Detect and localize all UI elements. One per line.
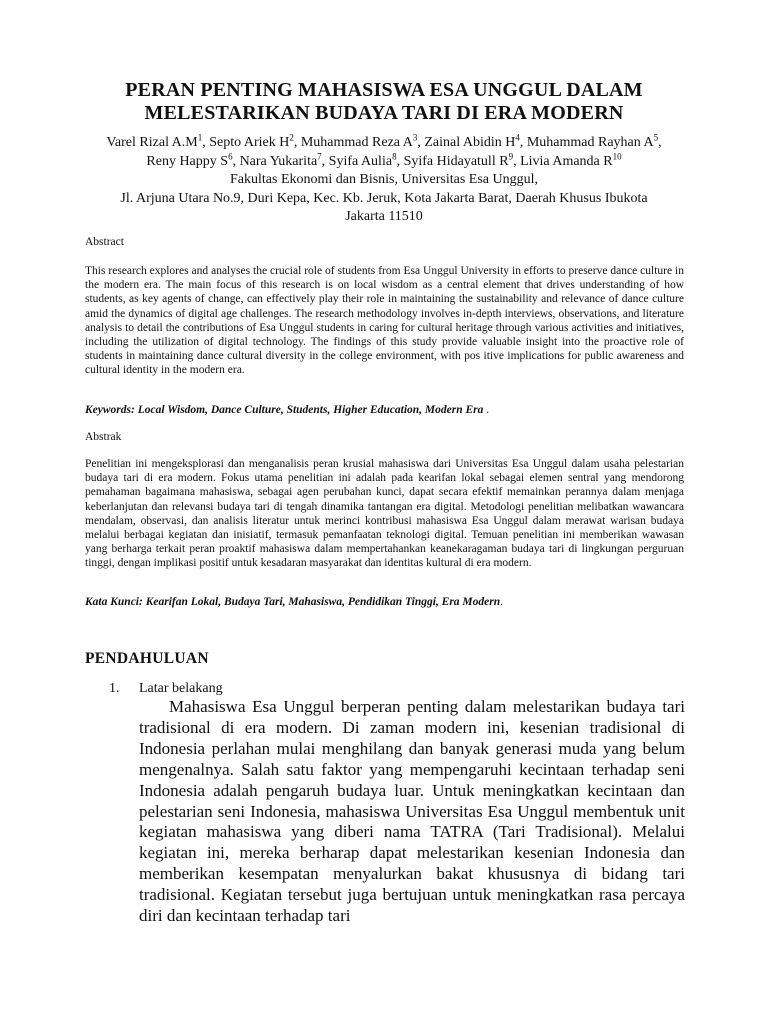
- body-paragraph: Mahasiswa Esa Unggul berperan penting dalam melestarikan budaya tari tradisional di era modern. Di zaman modern ini, kesenian tradisional di Indonesia perlahan mulai menghilang dan banyak generasi muda yang belum mengenalnya. Salah satu faktor yang mempengaruhi kecintaan terhadap seni Indonesia adalah pengaruh budaya luar. Untuk meningkatkan kecintaan dan pelestarian seni Indonesia, mahasiswa Universitas Esa Unggul membentuk unit kegiatan mahasiswa yang diberi nama TATRA (Tari Tradisional). Melalui kegiatan ini, mereka berharap dapat melestarikan kesenian Indonesia dan memberikan kesempatan menyalurkan bakat khususnya di bidang tari tradisional. Kegiatan tersebut juga bertujuan untuk meningkatkan rasa percaya diri dan kecintaan terhadap tari: [139, 697, 685, 926]
- author-affil-sup: 10: [612, 150, 622, 161]
- author-name: Livia Amanda R: [520, 153, 613, 169]
- author-affil-sup: 9: [508, 150, 514, 161]
- subsection-label: Latar belakang: [139, 681, 223, 696]
- title-line-2: MELESTARIKAN BUDAYA TARI DI ERA MODERN: [144, 102, 624, 124]
- subsection-number: 1.: [109, 681, 120, 696]
- author-sep: ,: [417, 135, 425, 150]
- author-sep: ,: [202, 135, 210, 150]
- author-sep: ,: [396, 153, 404, 169]
- author-affil-sup: 3: [412, 132, 418, 143]
- author-name: Varel Rizal A.M: [106, 135, 198, 150]
- author-sep: ,: [513, 153, 521, 169]
- keywords-id-tail: .: [500, 596, 504, 608]
- author-name: Nara Yukarita: [239, 153, 318, 169]
- affiliation-city: Jakarta 11510: [345, 209, 423, 224]
- author-line-2: [76, 150, 692, 172]
- author-affil-sup: 7: [317, 150, 322, 161]
- author-sep: ,: [519, 135, 527, 150]
- affiliation-faculty: Fakultas Ekonomi dan Bisnis, Universitas Esa Unggul,: [230, 172, 538, 187]
- author-line-1: [76, 134, 692, 153]
- author-affil-sup: 8: [392, 150, 397, 161]
- abstrak-text: Penelitian ini mengeksplorasi dan menganalisis peran krusial mahasiswa dari Universitas Esa Unggul dalam usaha pelestarian budaya tari di era modern. Fokus utama penelitian ini adalah pada kearifan lokal sebagai elemen sentral yang mendorong pemahaman bagaimana mahasiswa, sebagai agen perubahan kunci, dapat secara efektif memainkan perannya dalam menjaga keberlanjutan dan relevansi budaya tari di tengah dinamika tantangan era digital. Metodologi penelitian melibatkan wawancara mendalam, observasi, dan analisis literatur untuk merinci kontribusi mahasiswa Esa Unggul dalam merawat warisan budaya melalui berbagai kegiatan dan inisiatif, termasuk pemanfaatan teknologi digital. Temuan penelitian ini memberikan wawasan yang berharga terkait peran proaktif mahasiswa dalam mempertahankan keanekaragaman budaya tari di lingkungan perguruan tinggi, dengan implikasi positif untuk kesadaran masyarakat dan identitas kultural di era modern.: [85, 458, 684, 570]
- title-line-1: PERAN PENTING MAHASISWA ESA UNGGUL DALAM: [125, 79, 643, 101]
- abstrak-heading: Abstrak: [85, 431, 122, 443]
- section-heading: PENDAHULUAN: [85, 650, 209, 667]
- abstract-heading: Abstract: [85, 236, 124, 248]
- author-sep: ,: [293, 135, 301, 150]
- author-affil-sup: 6: [228, 150, 233, 161]
- author-affil-sup: 1: [197, 132, 203, 143]
- keywords-id-text: Kata Kunci: Kearifan Lokal, Budaya Tari, Mahasiswa, Pendidikan Tinggi, Era Modern: [85, 596, 501, 608]
- author-name: Septo Ariek H: [209, 135, 290, 150]
- author-name: Reny Happy S: [146, 153, 229, 169]
- author-sep: ,: [232, 153, 240, 169]
- author-block: [76, 134, 692, 227]
- keywords-id: [85, 596, 684, 608]
- author-affil-sup: 5: [653, 132, 659, 143]
- paper-title: [80, 79, 688, 125]
- author-name: Zainal Abidin H: [424, 135, 516, 150]
- author-name: Syifa Aulia: [328, 153, 393, 169]
- author-name: Syifa Hidayatull R: [403, 153, 509, 169]
- author-affil-sup: 2: [289, 132, 294, 143]
- keywords-en-text: Keywords: Local Wisdom, Dance Culture, Students, Higher Education, Modern Era: [85, 404, 484, 416]
- author-name: Muhammad Rayhan A: [526, 135, 654, 150]
- keywords-en: [85, 404, 684, 416]
- author-sep: ,: [321, 153, 329, 169]
- author-sep: ,: [658, 135, 662, 150]
- author-name: Muhammad Reza A: [300, 135, 413, 150]
- subsection-item: [109, 681, 223, 697]
- affiliation-address: Jl. Arjuna Utara No.9, Duri Kepa, Kec. Kb. Jeruk, Kota Jakarta Barat, Daerah Khusus Ibukota: [120, 190, 648, 206]
- abstract-text: This research explores and analyses the crucial role of students from Esa Unggul University in efforts to preserve dance culture in the modern era. The main focus of this research is on local wisdom as a central element that drives understanding of how students, as key agents of change, can effectively play their role in maintaining the sustainability and relevance of dance culture amid the dynamics of digital age challenges. The research methodology involves in-depth interviews, observations, and literature analysis to detail the contributions of Esa Unggul students in caring for cultural heritage through various activities and initiatives, including the utilization of digital technology. The findings of this study provide valuable insight into the proactive role of students in maintaining dance cultural diversity in the college environment, with pos itive implications for public awareness and cultural identity in the modern era.: [85, 265, 684, 377]
- author-affil-sup: 4: [515, 132, 520, 143]
- keywords-en-tail: .: [483, 404, 490, 416]
